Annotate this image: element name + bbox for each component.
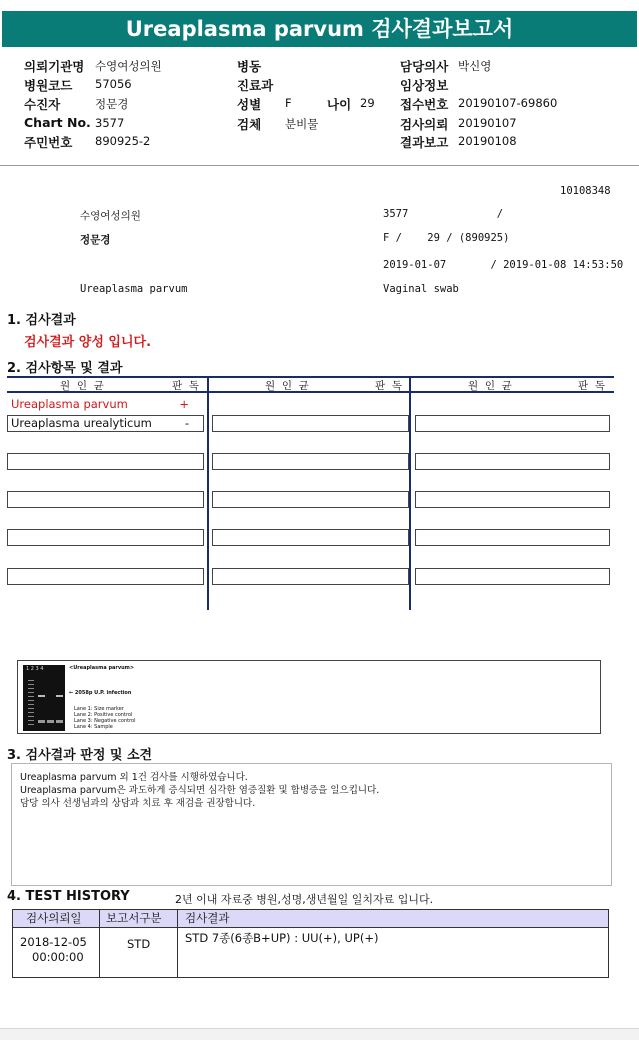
gel-image <box>23 665 65 731</box>
history-note: 2년 이내 자료중 병원,성명,생년월일 일치자료 입니다. <box>175 893 434 906</box>
opinion-line-3: 담당 의사 선생님과의 상담과 치료 후 재검을 권장합니다. <box>20 798 256 809</box>
empty-cell <box>415 415 610 432</box>
opinion-line-2: Ureaplasma parvum은 과도하게 증식되면 심각한 염증질환 및 합병증을 일으킵니다. <box>20 785 380 796</box>
grid-divider-1 <box>207 376 209 610</box>
gel-band-label: ← 2058p U.P. infection <box>69 690 132 696</box>
age-label: 나이 <box>327 97 352 112</box>
request-date-label: 검사의뢰 <box>400 117 449 132</box>
doctor-label: 담당의사 <box>400 59 449 74</box>
specimen-label: 검체 <box>237 117 262 132</box>
empty-cell <box>212 568 409 585</box>
empty-cell <box>7 491 204 508</box>
history-header-type: 보고서구분 <box>106 911 162 925</box>
patient-label: 수진자 <box>24 97 61 112</box>
empty-cell <box>212 415 409 432</box>
info-specimen: Vaginal swab <box>383 283 459 295</box>
info-dates: 2019-01-07 / 2019-01-08 14:53:50 <box>383 259 624 271</box>
gel-lane-numbers: 1 2 3 4 <box>26 666 44 672</box>
section-4-title: 4. TEST HISTORY <box>7 889 130 904</box>
hospital-name-label: 의뢰기관명 <box>24 59 85 74</box>
test-history-table <box>12 909 609 978</box>
positive-band <box>38 695 45 697</box>
sex-value: F <box>285 96 292 110</box>
empty-cell <box>415 568 610 585</box>
result-cell-parvum <box>7 396 204 413</box>
info-hospital: 수영여성의원 <box>80 210 141 222</box>
patient-value: 정문경 <box>95 97 129 111</box>
info-test-name: Ureaplasma parvum <box>80 283 188 295</box>
judgement-positive: + <box>179 397 189 411</box>
empty-cell <box>415 529 610 546</box>
gel-caption: <Ureaplasma parvum> <box>69 665 135 671</box>
report-date-value: 20190108 <box>458 134 517 148</box>
department-label: 진료과 <box>237 78 274 93</box>
section-3-title: 3. 검사결과 판정 및 소견 <box>7 748 153 763</box>
history-result: STD 7종(6종B+UP) : UU(+), UP(+) <box>185 931 379 945</box>
empty-cell <box>212 529 409 546</box>
document-code: 10108348 <box>560 185 611 197</box>
col1-judgement-header: 판 독 <box>172 380 199 392</box>
result-cell-urealyticum <box>7 415 204 432</box>
chart-no-label: Chart No. <box>24 115 91 130</box>
gel-legend-4: Lane 4: Sample <box>74 724 113 730</box>
opinion-line-1: Ureaplasma parvum 외 1건 검사를 시행하였습니다. <box>20 772 248 783</box>
specimen-value: 분비물 <box>285 117 319 131</box>
primer-band <box>56 720 63 723</box>
history-col-divider <box>177 910 178 977</box>
request-date-value: 20190107 <box>458 116 517 130</box>
primer-band <box>38 720 45 723</box>
history-header-date: 검사의뢰일 <box>26 911 82 925</box>
empty-cell <box>7 568 204 585</box>
age-value: 29 <box>360 96 375 110</box>
gel-legend-2: Lane 2: Positive control <box>74 712 133 718</box>
info-patient: 정문경 <box>80 234 111 246</box>
primer-band <box>47 720 54 723</box>
info-sex-age: F / 29 / (890925) <box>383 232 510 244</box>
info-chart: 3577 / <box>383 208 504 220</box>
gel-electrophoresis-panel <box>17 660 601 734</box>
history-header-row <box>13 910 608 928</box>
organism-name: Ureaplasma parvum <box>11 397 128 411</box>
report-date-label: 결과보고 <box>400 135 449 150</box>
col2-judgement-header: 판 독 <box>375 380 402 392</box>
col3-judgement-header: 판 독 <box>578 380 605 392</box>
opinion-box <box>11 763 612 886</box>
judgement-negative: - <box>184 416 189 430</box>
size-marker-lane <box>28 677 34 727</box>
gel-legend-3: Lane 3: Negative control <box>74 718 136 724</box>
empty-cell <box>7 453 204 470</box>
receipt-no-label: 접수번호 <box>400 97 449 112</box>
sex-label: 성별 <box>237 97 262 112</box>
section-2-title: 2. 검사항목 및 결과 <box>7 361 123 376</box>
report-title: Ureaplasma parvum 검사결과보고서 <box>2 11 637 47</box>
history-report-type: STD <box>127 937 151 951</box>
history-col-divider <box>99 910 100 977</box>
empty-cell <box>415 453 610 470</box>
organism-name: Ureaplasma urealyticum <box>11 416 152 430</box>
empty-cell <box>415 491 610 508</box>
section-1-title: 1. 검사결과 <box>7 313 76 328</box>
col1-organism-header: 원 인 균 <box>60 380 104 392</box>
doctor-value: 박신영 <box>458 59 492 73</box>
header-divider <box>0 165 639 166</box>
receipt-no-value: 20190107-69860 <box>458 96 558 110</box>
overall-result: 검사결과 양성 입니다. <box>24 335 152 350</box>
resident-no-label: 주민번호 <box>24 135 73 150</box>
hospital-code-value: 57056 <box>95 77 132 91</box>
empty-cell <box>7 529 204 546</box>
sample-band <box>56 695 63 697</box>
col3-organism-header: 원 인 균 <box>468 380 512 392</box>
grid-divider-2 <box>409 376 411 610</box>
empty-cell <box>212 453 409 470</box>
col2-organism-header: 원 인 균 <box>265 380 309 392</box>
empty-cell <box>212 491 409 508</box>
history-time: 00:00:00 <box>32 950 84 964</box>
history-date: 2018-12-05 <box>20 935 87 949</box>
chart-no-value: 3577 <box>95 116 125 130</box>
resident-no-value: 890925-2 <box>95 134 151 148</box>
gel-legend-1: Lane 1: Size marker <box>74 706 124 712</box>
clinical-info-label: 임상정보 <box>400 78 449 93</box>
ward-label: 병동 <box>237 59 262 74</box>
hospital-name-value: 수영여성의원 <box>95 59 162 73</box>
history-header-result: 검사결과 <box>185 911 230 925</box>
page-bottom-edge <box>0 1028 639 1029</box>
hospital-code-label: 병원코드 <box>24 78 73 93</box>
